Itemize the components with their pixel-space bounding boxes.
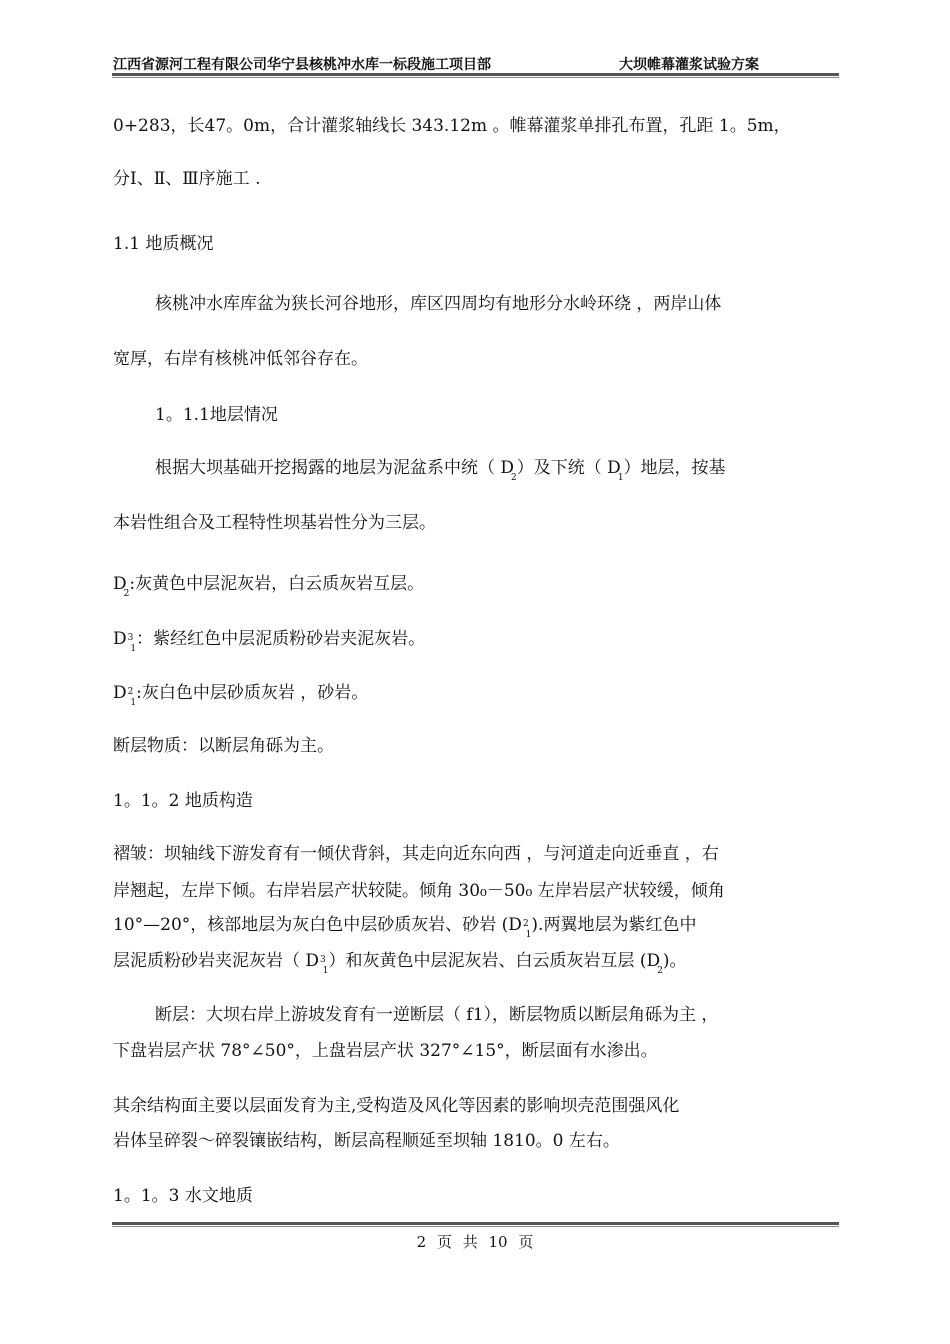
text: ).两翼地层为紫红色中	[531, 915, 697, 935]
body-line-16	[113, 914, 696, 939]
subscript: 2	[657, 966, 663, 976]
subscript: 1	[322, 966, 329, 976]
body-line-18: 断层：大坝右岸上游坡发育有一逆断层（ f1），断层物质以断层角砾为主 ，	[155, 1005, 719, 1025]
text: ）和灰黄色中层泥灰岩、白云质灰岩互层 (D	[328, 951, 661, 971]
body-line-15: 岸翘起，左岸下倾。右岸岩层产状较陡。倾角 30₀－50₀ 左岸岩层产状较缓，倾角	[113, 881, 725, 901]
body-line-12: 断层物质：以断层角砾为主。	[113, 736, 334, 756]
footer-rule-thin	[112, 1226, 839, 1227]
footer-rule	[112, 1222, 839, 1225]
text: D	[113, 683, 127, 703]
header-rule-thin	[112, 77, 839, 78]
body-line-21: 岩体呈碎裂～碎裂镶嵌结构，断层高程顺延至坝轴 1810。0 左右。	[113, 1131, 620, 1151]
stratum-d1-3	[113, 628, 425, 653]
body-line-8: 本岩性组合及工程特性坝基岩性分为三层。	[113, 513, 436, 533]
body-line-7	[155, 457, 726, 482]
subsection-heading-1-1-3: 1。1。3 水文地质	[113, 1186, 253, 1206]
superscript: 3	[127, 633, 134, 643]
superscript: 2	[522, 919, 529, 929]
text: ）地层，按基	[623, 458, 726, 478]
subscript: 1	[130, 698, 137, 708]
subscript: 2	[511, 473, 517, 483]
body-line-20: 其余结构面主要以层面发育为主,受构造及风化等因素的影响坝壳范围强风化	[113, 1096, 680, 1116]
superscript: 3	[320, 955, 326, 965]
body-line-19: 下盘岩层产状 78°∠50°，上盘岩层产状 327°∠15°，断层面有水渗出。	[113, 1041, 658, 1061]
subsection-heading-1-1-2: 1。1。2 地质构造	[113, 791, 253, 811]
stratum-d1-2	[113, 682, 368, 707]
body-line-2: 分Ⅰ、Ⅱ、Ⅲ序施工 .	[113, 169, 261, 189]
subscript: 2	[123, 589, 130, 599]
subscript: 1	[617, 473, 624, 483]
body-line-5: 宽厚，右岸有核桃冲低邻谷存在。	[113, 349, 368, 369]
page-number: 2 页 共 10 页	[416, 1233, 534, 1251]
text: :灰白色中层砂质灰岩 ，砂岩。	[136, 683, 369, 703]
text: ：紫经红色中层泥质粉砂岩夹泥灰岩。	[136, 629, 426, 649]
text: ）及下统（ D	[516, 458, 621, 478]
header-company: 江西省源河工程有限公司华宁县核桃冲水库一标段施工项目部	[113, 57, 491, 73]
body-line-14: 褶皱：坝轴线下游发育有一倾伏背斜，其走向近东向西 ，与河道走向近垂直 ，右	[113, 844, 719, 864]
text: )。	[662, 951, 687, 971]
text: :灰黄色中层泥灰岩，白云质灰岩互层。	[129, 574, 425, 594]
text: D	[113, 629, 127, 649]
text: 层泥质粉砂岩夹泥灰岩（ D	[113, 951, 320, 971]
body-line-17	[113, 950, 687, 975]
body-line-1: 0+283，长47。0m，合计灌浆轴线长 343.12m 。帷幕灌浆单排孔布置，孔距 1。5m，	[113, 116, 791, 136]
header-doc-title: 大坝帷幕灌浆试验方案	[619, 57, 759, 73]
subsection-heading-1-1-1: 1。1.1地层情况	[155, 405, 278, 425]
section-heading-1-1: 1.1 地质概况	[113, 234, 214, 254]
subscript: 1	[525, 930, 532, 940]
text: 根据大坝基础开挖揭露的地层为泥盆系中统（ D	[155, 458, 515, 478]
body-line-4: 核桃冲水库库盆为狭长河谷地形，库区四周均有地形分水岭环绕 ，两岸山体	[155, 294, 722, 314]
text: D	[113, 574, 127, 594]
header-rule	[112, 73, 839, 76]
stratum-d2	[113, 573, 424, 598]
text: 10°—20°，核部地层为灰白色中层砂质灰岩、砂岩 (D	[113, 915, 522, 935]
subscript: 1	[130, 644, 137, 654]
superscript: 2	[127, 687, 134, 697]
